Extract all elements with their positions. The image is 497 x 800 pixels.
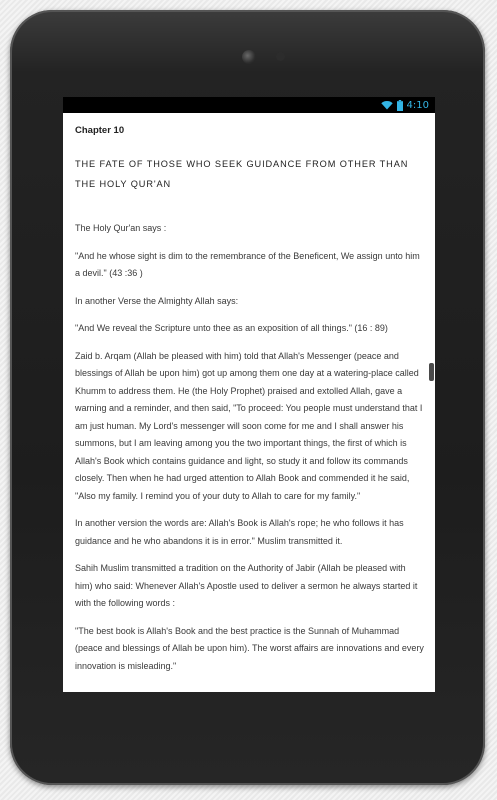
chapter-label: Chapter 10: [75, 125, 125, 136]
paragraph: "And We reveal the Scripture unto thee as an exposition of all things." (16 : 89): [75, 323, 388, 333]
status-time: 4:10: [406, 99, 429, 111]
light-sensor: [276, 52, 285, 61]
paragraph: The Holy Qur'an says :: [75, 223, 167, 233]
paragraph: In another version the words are: Allah's Book is Allah's rope; he who follows it has guidance and he who abandons it is in error." Muslim transmitted it.: [75, 518, 404, 546]
camera-lens: [242, 50, 256, 64]
battery-icon: [397, 100, 403, 111]
wifi-icon: [381, 100, 393, 110]
paragraph: Zaid b. Arqam (Allah be pleased with him) told that Allah's Messenger (peace and blessings of Allah be upon him) got up among them one day at a watering-place called Khumm to address them. He (the Holy Prophet) praised and extolled Allah, gave a warning and a reminder, and then said, "To proceed: You people must understand that I am just human. My Lord's messenger will soon come for me and I shall answer his summons, but I am leaving among you the two important things, the first of which is Allah's Book which contains guidance and light, so study it and follow its commands closely. Then when he had urged attention to Allah Book and commended it he said, "Also my family. I remind you of your duty to Allah to care for my family.": [75, 350, 423, 501]
scrollbar-thumb[interactable]: [429, 363, 434, 381]
paragraph: "The best book is Allah's Book and the best practice is the Sunnah of Muhammad (peace and blessings of Allah be upon him). The worst affairs are innovations and every innovation is misleading.": [75, 625, 424, 671]
status-bar: [63, 97, 435, 113]
chapter-heading: THE FATE OF THOSE WHO SEEK GUIDANCE FROM OTHER THAN THE HOLY QUR'AN: [75, 159, 409, 189]
paragraph: In another Verse the Almighty Allah says:: [75, 295, 239, 306]
screen: [63, 97, 435, 692]
reader-page[interactable]: [63, 113, 435, 692]
paragraph: Sahih Muslim transmitted a tradition on the Authority of Jabir (Allah be pleased with him) who said: Whenever Allah's Apostle used to deliver a sermon he always started it with the following words :: [75, 563, 418, 608]
paragraph: "And he whose sight is dim to the remembrance of the Beneficent, We assign unto him a devil." (43 :36 ): [75, 250, 420, 278]
